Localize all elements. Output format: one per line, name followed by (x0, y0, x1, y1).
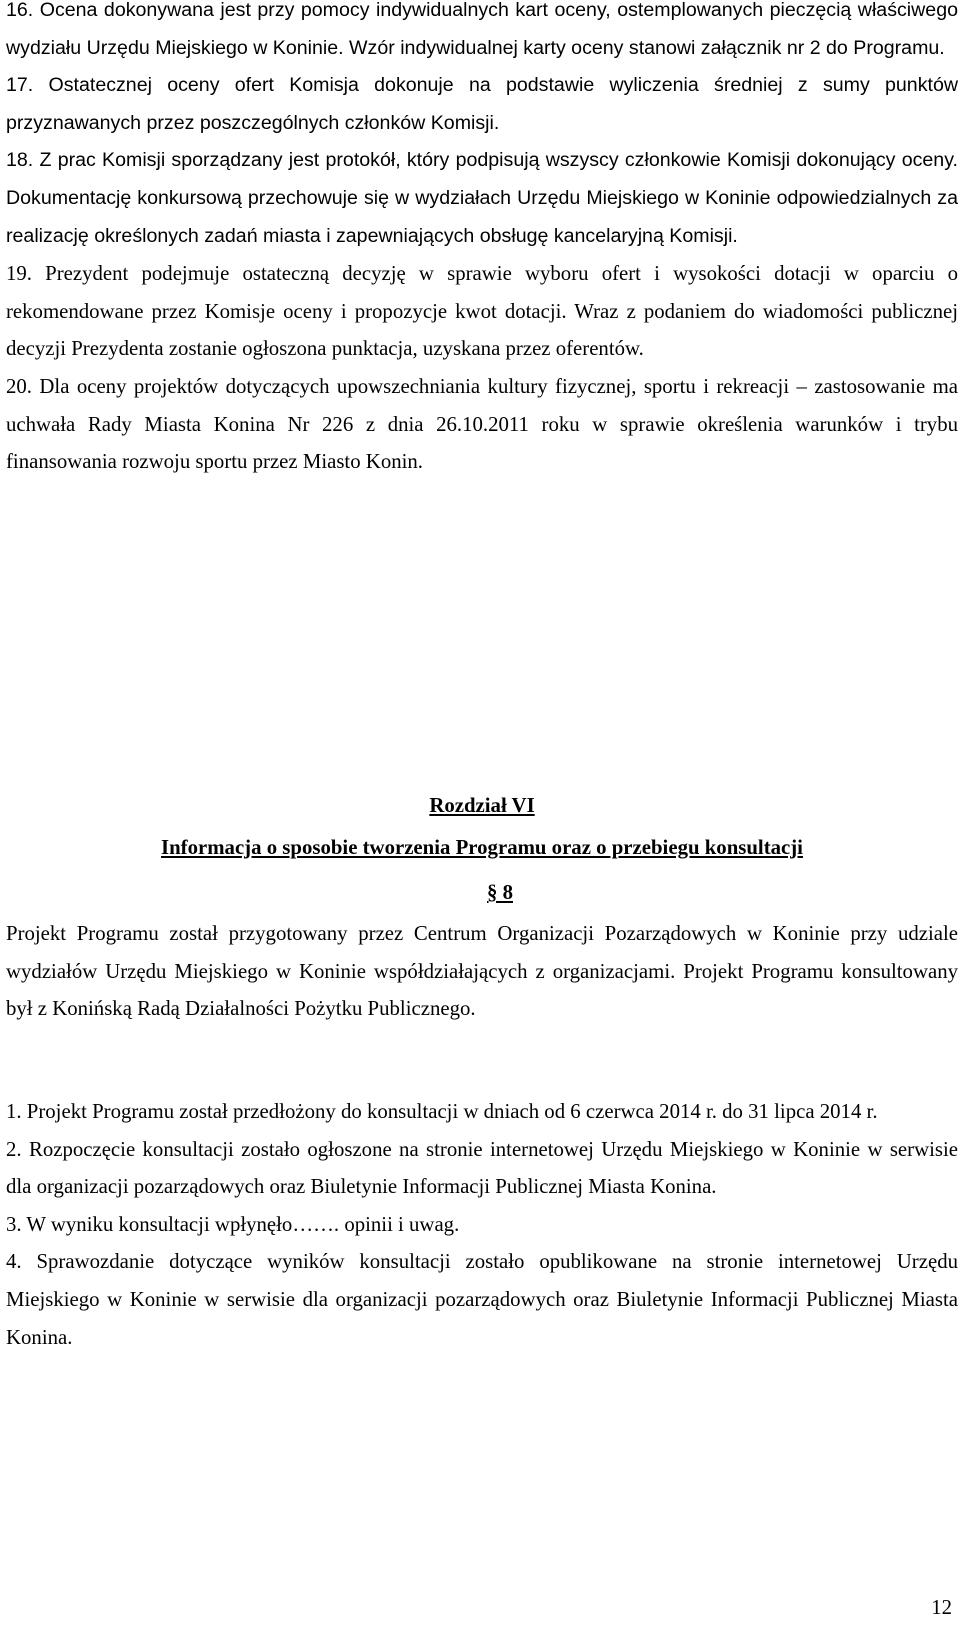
page-number: 12 (931, 1596, 952, 1619)
list-item: 2. Rozpoczęcie konsultacji zostało ogłoszone na stronie internetowej Urzędu Miejskiego w Koninie w serwisie dla organizacji pozarządowych oraz Biuletynie Informacji Publicznej Miasta Konina. (6, 1137, 958, 1199)
section-number: § 8 (487, 881, 513, 904)
list-item: 4. Sprawozdanie dotyczące wyników konsultacji zostało opublikowane na stronie internetowej Urzędu Miejskiego w Koninie w serwisie dla organizacji pozarządowych oraz Biuletynie Informacji Publicznej Miasta Konina. (6, 1250, 958, 1349)
paragraph-17: 17. Ostatecznej oceny ofert Komisja dokonuje na podstawie wyliczenia średniej z sumy punktów przyznawanych przez poszczególnych członków Komisji. (6, 74, 958, 134)
paragraph-16: 16. Ocena dokonywana jest przy pomocy indywidualnych kart oceny, ostemplowanych pieczęcią właściwego wydziału Urzędu Miejskiego w Koninie. Wzór indywidualnej karty oceny stanowi załącznik nr 2 do Programu. (6, 0, 958, 59)
paragraph-19: 19. Prezydent podejmuje ostateczną decyzję w sprawie wyboru ofert i wysokości dotacji w oparciu o rekomendowane przez Komisje oceny i propozycje kwot dotacji. Wraz z podaniem do wiadomości publicznej decyzji Prezydenta zostanie ogłoszona punktacja, uzyskana przez oferentów. (6, 262, 958, 361)
paragraph-18: 18. Z prac Komisji sporządzany jest protokół, który podpisują wszyscy członkowie Komisji dokonujący oceny. Dokumentację konkursową przechowuje się w wydziałach Urzędu Miejskiego w Koninie odpowiedzialnych za realizację określonych zadań miasta i zapewniających obsługę kancelaryjną Komisji. (6, 149, 958, 247)
chapter-label: Rozdział VI (429, 794, 535, 817)
intro-paragraph: Projekt Programu został przygotowany przez Centrum Organizacji Pozarządowych w Koninie przy udziale wydziałów Urzędu Miejskiego w Koninie współdziałających z organizacjami. Projekt Programu konsultowany był z Konińską Radą Działalności Pożytku Publicznego. (6, 922, 958, 1021)
consultation-list (6, 1093, 958, 1356)
document-page (6, 0, 958, 1349)
list-item: 3. W wyniku konsultacji wpłynęło……. opinii i uwag. (6, 1212, 460, 1236)
chapter-title: Informacja o sposobie tworzenia Programu oraz o przebiegu konsultacji (161, 836, 803, 859)
list-item: 1. Projekt Programu został przedłożony do konsultacji w dniach od 6 czerwca 2014 r. do 31 lipca 2014 r. (6, 1100, 878, 1123)
paragraph-20: 20. Dla oceny projektów dotyczących upowszechniania kultury fizycznej, sportu i rekreacji – zastosowanie ma uchwała Rady Miasta Konina Nr 226 z dnia 26.10.2011 roku w sprawie określenia warunków i trybu finansowania rozwoju sportu przez Miasto Konin. (6, 374, 958, 474)
